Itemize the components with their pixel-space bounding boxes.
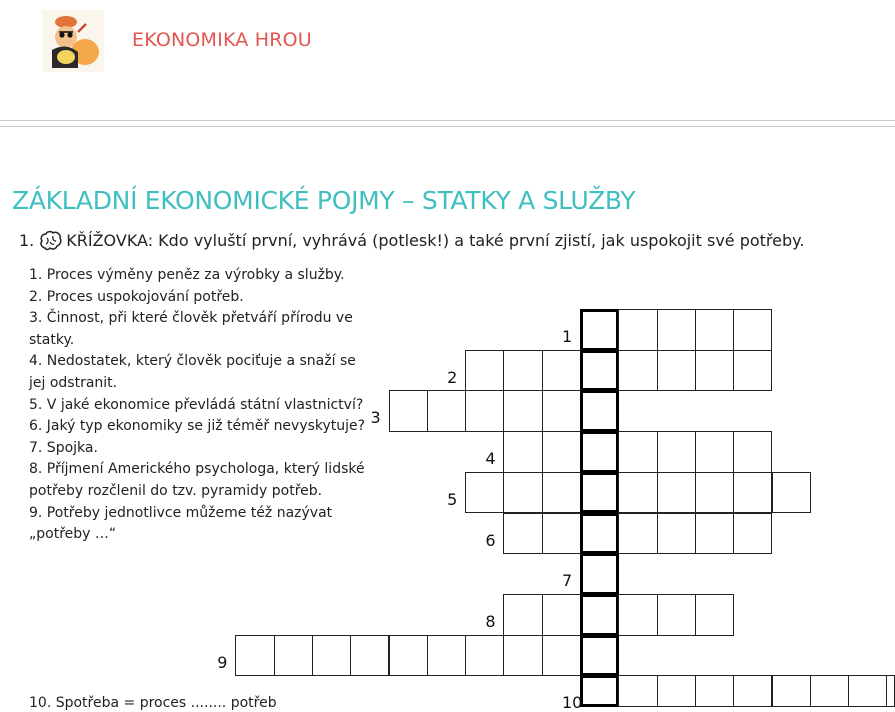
task-line — [19, 231, 804, 255]
row-number: 4 — [485, 449, 496, 469]
crossword-cell[interactable] — [427, 390, 466, 432]
clue-item: 4. Nedostatek, který člověk pociťuje a snaží se jej odstranit. — [29, 353, 356, 391]
clue-item: 1. Proces výměny peněz za výrobky a služby. — [29, 267, 345, 283]
crossword-cell[interactable] — [503, 513, 542, 555]
crossword-cell[interactable] — [618, 675, 657, 707]
clue-item: 7. Spojka. — [29, 439, 98, 456]
crossword-cell[interactable] — [733, 513, 772, 555]
crossword-cell[interactable] — [542, 431, 581, 473]
key-cell[interactable] — [580, 350, 619, 392]
row-number: 5 — [447, 489, 458, 509]
clue-item: 8. Příjmení Amerického psychologa, který lidské potřeby rozčlenil do tzv. pyramidy potřeb. — [29, 461, 365, 499]
task-number: 1. — [19, 231, 35, 250]
crossword-cell[interactable] — [695, 513, 734, 555]
crossword-cell[interactable] — [657, 309, 696, 351]
crossword-cell[interactable] — [542, 350, 581, 392]
crossword-cell[interactable] — [695, 350, 734, 392]
key-cell[interactable] — [580, 309, 619, 351]
crossword-cell[interactable] — [618, 350, 657, 392]
crossword-cell[interactable] — [618, 472, 657, 514]
clue-item: 2. Proces uspokojování potřeb. — [29, 288, 244, 305]
crossword-cell[interactable] — [618, 513, 657, 555]
crossword-cell[interactable] — [772, 472, 811, 514]
key-cell[interactable] — [580, 635, 619, 677]
row-number: 1 — [562, 327, 573, 346]
crossword-cell[interactable] — [465, 472, 504, 514]
crossword-cell[interactable] — [350, 635, 389, 677]
task-label: KŘÍŽOVKA: — [66, 231, 154, 250]
crossword-cell[interactable] — [886, 675, 895, 707]
divider — [0, 120, 895, 121]
crossword-cell[interactable] — [695, 594, 734, 636]
brain-icon — [40, 231, 62, 255]
key-cell[interactable] — [580, 390, 619, 432]
crossword-cell[interactable] — [503, 635, 542, 677]
crossword-cell[interactable] — [657, 350, 696, 392]
crossword-cell[interactable] — [695, 309, 734, 351]
crossword-cell[interactable] — [657, 675, 696, 707]
crossword-cell[interactable] — [810, 675, 849, 707]
crossword-cell[interactable] — [733, 431, 772, 473]
crossword-cell[interactable] — [503, 390, 542, 432]
crossword-cell[interactable] — [657, 513, 696, 555]
crossword-cell[interactable] — [427, 635, 466, 677]
crossword-cell[interactable] — [503, 594, 542, 636]
crossword-cell[interactable] — [542, 635, 581, 677]
clue-item: 10. Spotřeba = proces ........ potřeb — [29, 695, 277, 711]
crossword-cell[interactable] — [772, 675, 811, 707]
crossword-cell[interactable] — [695, 472, 734, 514]
crossword-cell[interactable] — [503, 472, 542, 514]
key-cell[interactable] — [580, 513, 619, 555]
crossword-cell[interactable] — [733, 309, 772, 351]
crossword-cell[interactable] — [274, 635, 313, 677]
clue-item: 6. Jaký typ ekonomiky se již téměř nevyskytuje? — [29, 418, 366, 435]
key-cell[interactable] — [580, 472, 619, 514]
clue-item: 9. Potřeby jednotlivce můžeme též nazývat „potřeby …“ — [29, 504, 333, 543]
row-number: 6 — [485, 530, 496, 550]
row-number: 9 — [217, 652, 228, 672]
crossword-cell[interactable] — [235, 635, 274, 677]
crossword-cell[interactable] — [389, 390, 428, 432]
key-cell[interactable] — [580, 553, 619, 595]
row-number: 7 — [562, 571, 573, 591]
crossword-cell[interactable] — [618, 309, 657, 351]
crossword-cell[interactable] — [465, 350, 504, 392]
row-number: 3 — [370, 408, 381, 428]
crossword-cell[interactable] — [657, 431, 696, 473]
key-cell[interactable] — [580, 594, 619, 636]
crossword-cell[interactable] — [542, 472, 581, 514]
row-number: 2 — [447, 367, 458, 387]
crossword-cell[interactable] — [733, 675, 772, 707]
row-number: 10 — [562, 693, 583, 712]
task-text: Kdo vyluští první, vyhrává (potlesk!) a také první zjistí, jak uspokojit své potřeby. — [158, 231, 805, 250]
crossword-cell[interactable] — [657, 472, 696, 514]
crossword-cell[interactable] — [542, 594, 581, 636]
crossword-cell[interactable] — [618, 594, 657, 636]
logo-icon — [42, 10, 104, 72]
key-cell[interactable] — [580, 431, 619, 473]
brand-title[interactable]: EKONOMIKA HROU — [132, 29, 312, 51]
row-number: 8 — [485, 611, 496, 631]
crossword-cell[interactable] — [503, 350, 542, 392]
crossword-cell[interactable] — [503, 431, 542, 473]
crossword-cell[interactable] — [618, 431, 657, 473]
crossword-cell[interactable] — [733, 350, 772, 392]
crossword-cell[interactable] — [657, 594, 696, 636]
clue-list — [29, 265, 374, 546]
crossword-cell[interactable] — [695, 431, 734, 473]
crossword-cell[interactable] — [465, 635, 504, 677]
crossword-cell[interactable] — [848, 675, 887, 707]
crossword-cell[interactable] — [542, 390, 581, 432]
clue-item: 3. Činnost, při které člověk přetváří přírodu ve statky. — [29, 310, 353, 348]
crossword-cell[interactable] — [695, 675, 734, 707]
key-cell[interactable] — [580, 675, 619, 707]
crossword-cell[interactable] — [733, 472, 772, 514]
divider — [0, 126, 895, 127]
crossword-cell[interactable] — [312, 635, 351, 677]
crossword-cell[interactable] — [465, 390, 504, 432]
clue-item: 5. V jaké ekonomice převládá státní vlastnictví? — [29, 396, 364, 413]
crossword-cell[interactable] — [542, 513, 581, 555]
page-title: ZÁKLADNÍ EKONOMICKÉ POJMY – STATKY A SLUŽBY — [12, 186, 636, 215]
crossword-cell[interactable] — [389, 635, 428, 677]
